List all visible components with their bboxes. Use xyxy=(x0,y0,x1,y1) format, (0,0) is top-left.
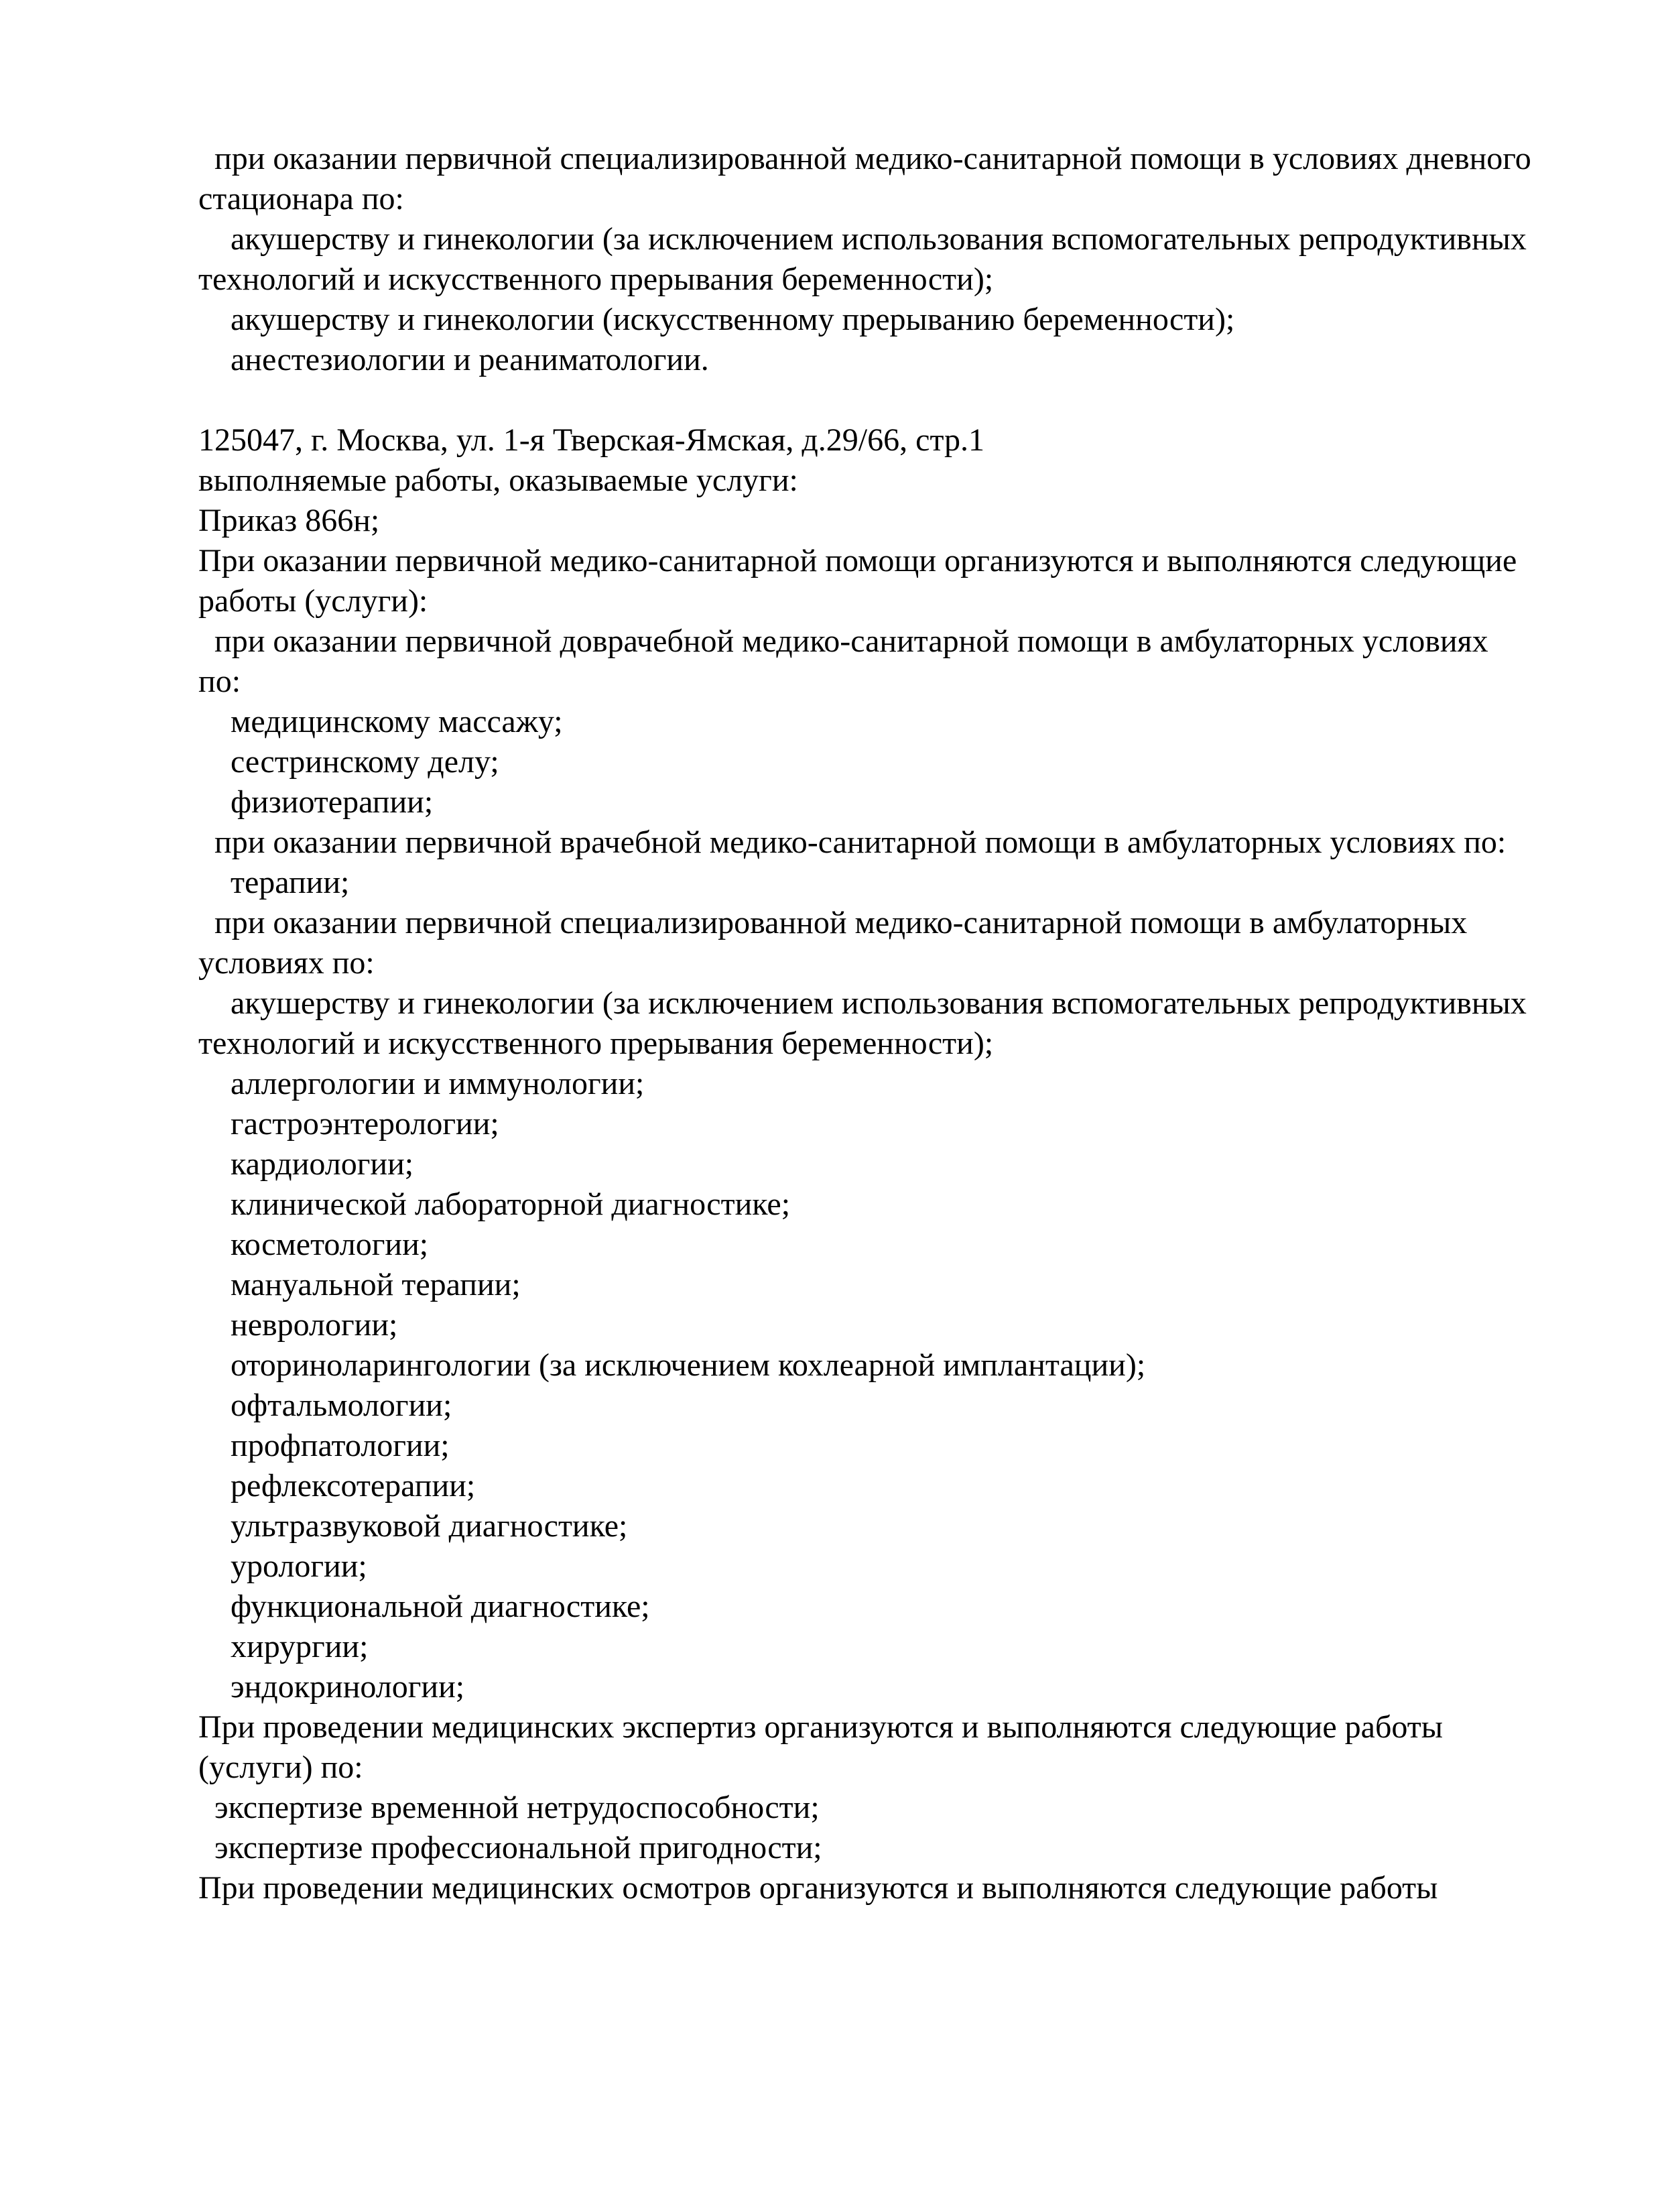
text-line: при оказании первичной специализированной медико-санитарной помощи в амбулаторных xyxy=(214,905,1468,940)
text-line: рефлексотерапии; xyxy=(231,1468,476,1503)
text-line: терапии; xyxy=(231,865,350,900)
text-line: акушерству и гинекологии (искусственному прерыванию беременности); xyxy=(231,302,1235,337)
text-line: офтальмологии; xyxy=(231,1388,452,1423)
text-line: мануальной терапии; xyxy=(231,1267,521,1302)
text-line: при оказании первичной врачебной медико-санитарной помощи в амбулаторных условиях по: xyxy=(214,824,1507,860)
text-line: эндокринологии; xyxy=(231,1669,465,1705)
text-line: экспертизе временной нетрудоспособности; xyxy=(214,1790,820,1825)
blank-line xyxy=(198,380,1579,420)
text-line: хирургии; xyxy=(231,1629,369,1664)
text-line: кардиологии; xyxy=(231,1146,414,1182)
text-line: стационара по: xyxy=(198,181,404,217)
text-line: При проведении медицинских осмотров организуются и выполняются следующие работы xyxy=(198,1870,1438,1906)
text-line: экспертизе профессиональной пригодности; xyxy=(214,1830,822,1865)
text-line: 125047, г. Москва, ул. 1-я Тверская-Ямская, д.29/66, стр.1 xyxy=(198,422,984,458)
text-line: косметологии; xyxy=(231,1227,429,1262)
text-line: условиях по: xyxy=(198,945,375,981)
text-line: по: xyxy=(198,664,241,699)
text-line: (услуги) по: xyxy=(198,1749,363,1785)
text-line: Приказ 866н; xyxy=(198,503,380,538)
document-body xyxy=(198,139,1579,1908)
text-line: ультразвуковой диагностике; xyxy=(231,1508,628,1544)
text-line: При проведении медицинских экспертиз организуются и выполняются следующие работы xyxy=(198,1709,1443,1745)
text-line: при оказании первичной доврачебной медико-санитарной помощи в амбулаторных условиях xyxy=(214,623,1488,659)
text-line: сестринскому делу; xyxy=(231,744,499,780)
text-line: акушерству и гинекологии (за исключением использования вспомогательных репродуктивных xyxy=(231,985,1527,1021)
text-line: функциональной диагностике; xyxy=(231,1589,650,1624)
text-line: акушерству и гинекологии (за исключением использования вспомогательных репродуктивных xyxy=(231,221,1527,257)
text-line: оториноларингологии (за исключением кохлеарной имплантации); xyxy=(231,1347,1146,1383)
text-line: при оказании первичной специализированной медико-санитарной помощи в условиях дневного xyxy=(214,141,1531,176)
text-line: При оказании первичной медико-санитарной помощи организуются и выполняются следующие xyxy=(198,543,1517,578)
text-line: аллергологии и иммунологии; xyxy=(231,1066,645,1101)
text-line: физиотерапии; xyxy=(231,784,434,820)
text-line: урологии; xyxy=(231,1548,367,1584)
text-line: анестезиологии и реаниматологии. xyxy=(231,342,709,377)
text-line: работы (услуги): xyxy=(198,583,428,619)
text-line: неврологии; xyxy=(231,1307,398,1343)
text-line: технологий и искусственного прерывания беременности); xyxy=(198,1026,994,1061)
text-line: технологий и искусственного прерывания беременности); xyxy=(198,261,994,297)
text-line: гастроэнтерологии; xyxy=(231,1106,499,1142)
text-line: выполняемые работы, оказываемые услуги: xyxy=(198,463,798,498)
text-line: клинической лабораторной диагностике; xyxy=(231,1186,791,1222)
text-line: медицинскому массажу; xyxy=(231,704,563,739)
text-line: профпатологии; xyxy=(231,1428,450,1463)
